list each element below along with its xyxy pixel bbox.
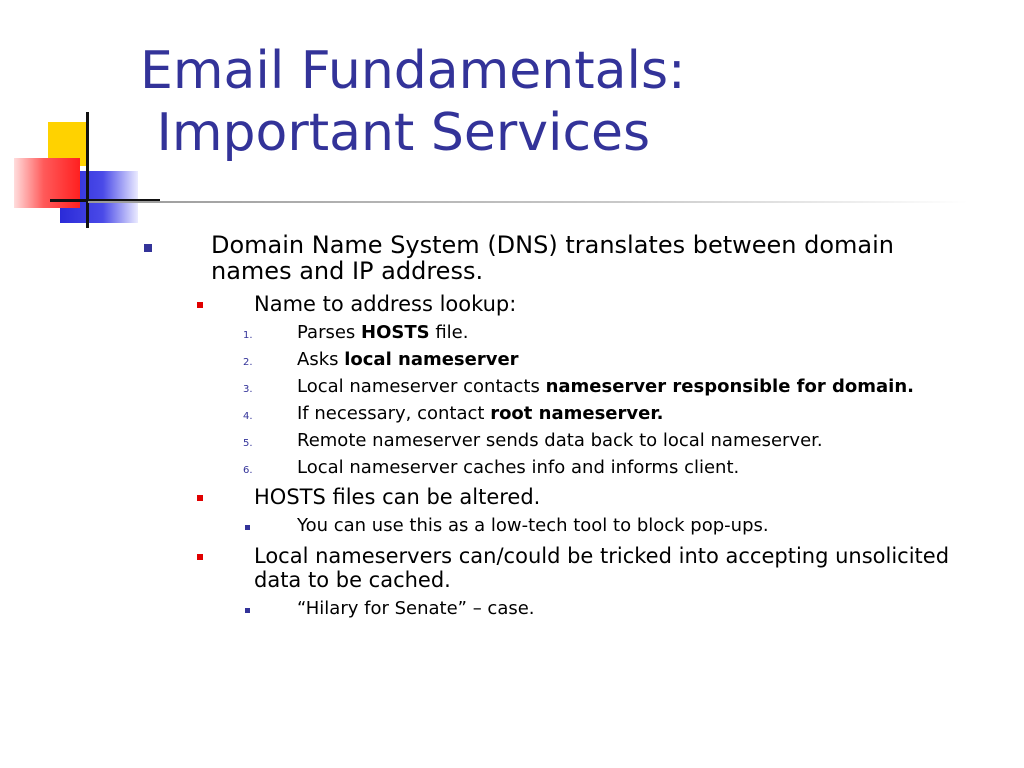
step-number: 3. [243, 384, 253, 395]
step-text: Local nameserver caches info and informs client. [297, 457, 740, 478]
bullet-tricked: Local nameservers can/could be tricked into accepting unsolicited data to be cached. [254, 544, 950, 592]
bullet-square-icon [245, 525, 250, 530]
title-line-2: Important Services [140, 103, 651, 163]
step-5 [297, 430, 1017, 452]
step-number: 4. [243, 411, 253, 422]
step-text: Remote nameserver sends data back to local nameserver. [297, 430, 823, 451]
bullet-tricked-sub: “Hilary for Senate” – case. [297, 598, 535, 619]
step-bold: local nameserver [344, 349, 519, 370]
bullet-hosts: HOSTS files can be altered. [254, 485, 541, 509]
step-text: Local nameserver contacts [297, 376, 546, 397]
step-number: 1. [243, 330, 253, 341]
bullet-dns: Domain Name System (DNS) translates between domain names and IP address. [211, 231, 895, 285]
bullet-square-icon [197, 495, 203, 501]
step-bold: nameserver responsible for domain. [545, 376, 914, 397]
step-3 [297, 376, 1017, 398]
bullet-square-icon [197, 302, 203, 308]
title-line-1: Email Fundamentals: [140, 41, 686, 101]
step-1 [297, 322, 1017, 344]
step-text: file. [429, 322, 469, 343]
step-text: If necessary, contact [297, 403, 491, 424]
bullet-square-icon [245, 608, 250, 613]
step-6 [297, 457, 1017, 479]
slide-title [140, 40, 686, 164]
step-number: 5. [243, 438, 253, 449]
step-2 [297, 349, 1017, 371]
vertical-line [86, 112, 89, 228]
bullet-square-icon [144, 244, 152, 252]
bullet-square-icon [197, 554, 203, 560]
title-divider [88, 201, 968, 203]
bullet-lookup: Name to address lookup: [254, 292, 517, 316]
bullet-hosts-sub: You can use this as a low-tech tool to block pop-ups. [297, 515, 769, 536]
step-number: 6. [243, 465, 253, 476]
step-4 [297, 403, 1017, 425]
step-number: 2. [243, 357, 253, 368]
step-text: Asks [297, 349, 345, 370]
step-bold: HOSTS [361, 322, 430, 343]
decorative-logo [0, 100, 160, 230]
step-bold: root nameserver. [490, 403, 664, 424]
step-text: Parses [297, 322, 362, 343]
